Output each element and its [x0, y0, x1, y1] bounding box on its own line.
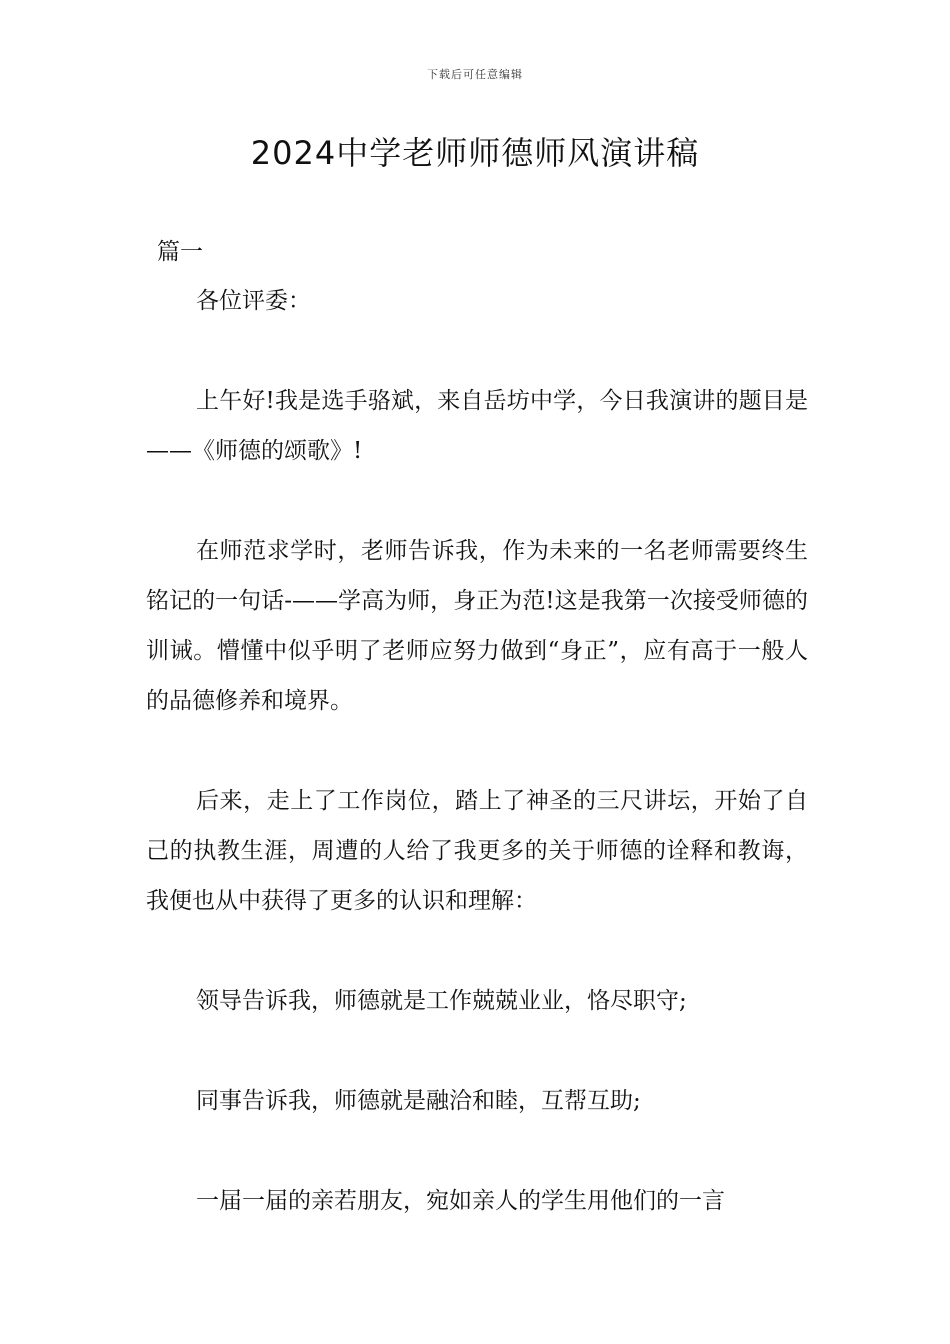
paragraph-students: 一届一届的亲若朋友，宛如亲人的学生用他们的一言: [196, 1188, 725, 1214]
body-text: [146, 276, 808, 1226]
paragraph-gap: [146, 726, 808, 776]
paragraph-salutation: 各位评委：: [196, 288, 311, 314]
paragraph-gap: [146, 476, 808, 526]
header-note: 下载后可任意编辑: [427, 68, 523, 81]
paragraph-leaders: 领导告诉我，师德就是工作兢兢业业，恪尽职守;: [196, 988, 687, 1014]
paragraph-gap: [146, 326, 808, 376]
paragraph-colleagues: 同事告诉我，师德就是融洽和睦，互帮互助;: [196, 1088, 641, 1114]
document-title: 2024中学老师师德师风演讲稿: [250, 134, 700, 172]
paragraph-career: 后来，走上了工作岗位，踏上了神圣的三尺讲坛，开始了自己的执教生涯，周遭的人给了我更多的关于师德的诠释和教诲，我便也从中获得了更多的认识和理解：: [146, 788, 808, 914]
section-label: 篇一: [157, 239, 203, 265]
paragraph-greeting: 上午好!我是选手骆斌，来自岳坊中学，今日我演讲的题目是——《师德的颂歌》!: [146, 388, 808, 464]
paragraph-gap: [146, 926, 808, 976]
paragraph-training: 在师范求学时，老师告诉我，作为未来的一名老师需要终生铭记的一句话-——学高为师，身正为范!这是我第一次接受师德的训诫。懵懂中似乎明了老师应努力做到“身正”，应有高于一般人的品德修养和境界。: [146, 538, 808, 714]
paragraph-gap: [146, 1126, 808, 1176]
paragraph-gap: [146, 1026, 808, 1076]
